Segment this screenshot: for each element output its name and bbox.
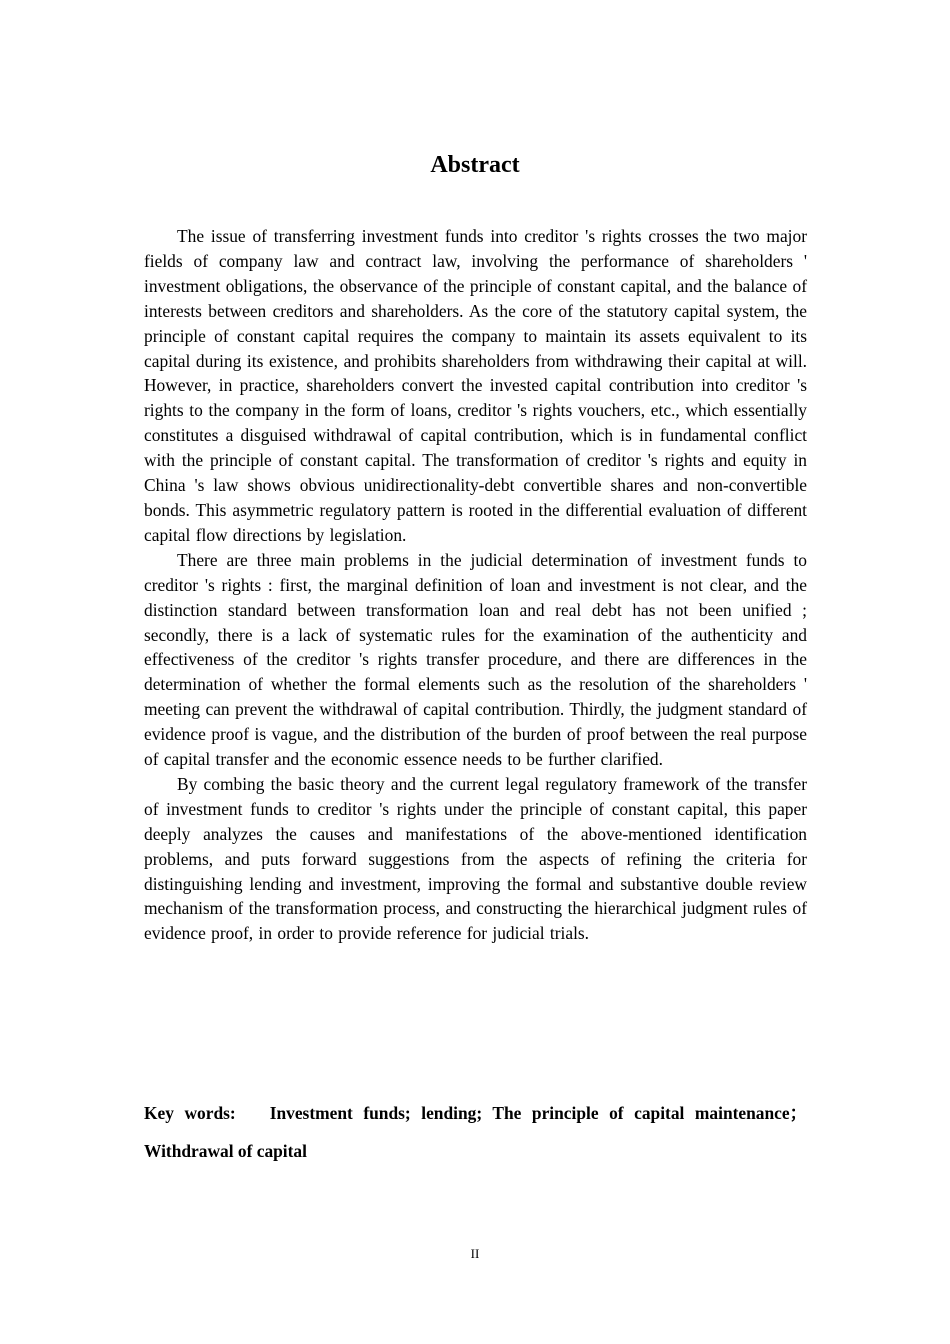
abstract-body bbox=[144, 224, 807, 946]
abstract-paragraph-1: The issue of transferring investment funds into creditor 's rights crosses the two major fields of company law and contract law, involving the performance of shareholders ' investment obligations, the observance of the principle of constant capital, and the balance of interests between creditors and shareholders. As the core of the statutory capital system, the principle of constant capital requires the company to maintain its assets equivalent to its capital during its existence, and prohibits shareholders from withdrawing their capital at will. However, in practice, shareholders convert the invested capital contribution into creditor 's rights to the company in the form of loans, creditor 's rights vouchers, etc., which essentially constitutes a disguised withdrawal of capital contribution, which is in fundamental conflict with the principle of constant capital. The transformation of creditor 's rights and equity in China 's law shows obvious unidirectionality-debt convertible shares and non-convertible bonds. This asymmetric regulatory pattern is rooted in the differential evaluation of different capital flow directions by legislation. bbox=[144, 226, 807, 545]
abstract-paragraph-3: By combing the basic theory and the current legal regulatory framework of the transfer of investment funds to creditor 's rights under the principle of constant capital, this paper deeply analyzes the causes and manifestations of the above-mentioned identification problems, and puts forward suggestions from the aspects of refining the criteria for distinguishing lending and investment, improving the formal and substantive double review mechanism of the transformation process, and constructing the hierarchical judgment rules of evidence proof, in order to provide reference for judicial trials. bbox=[144, 773, 807, 944]
keywords-label: Key words: bbox=[144, 1103, 236, 1123]
page-number: II bbox=[470, 1246, 480, 1261]
abstract-paragraph-2: There are three main problems in the judicial determination of investment funds to creditor 's rights : first, the marginal definition of loan and investment is not clear, and the distinction standard between transformation loan and real debt has not been unified ; secondly, there is a lack of systematic rules for the examination of the authenticity and effectiveness of the creditor 's rights transfer procedure, and there are differences in the determination of whether the formal elements such as the resolution of the shareholders ' meeting can prevent the withdrawal of capital contribution. Thirdly, the judgment standard of evidence proof is vague, and the distribution of the burden of proof between the real purpose of capital transfer and the economic essence needs to be further clarified. bbox=[144, 549, 807, 770]
keywords-section bbox=[144, 1094, 807, 1170]
page-title: Abstract bbox=[430, 152, 520, 178]
keywords-list: Investment funds; lending; The principle of capital maintenance；Withdrawal of capital bbox=[144, 1103, 807, 1161]
